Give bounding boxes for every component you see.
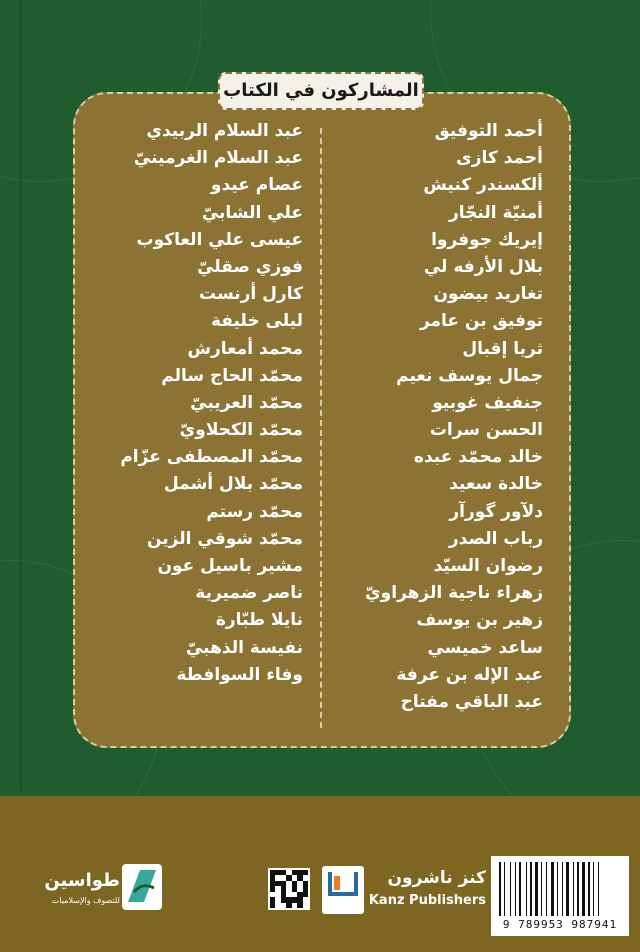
- contributor-name: محمّد شوقي الزين: [146, 528, 303, 549]
- publisher-name-arabic: كنز ناشرون: [387, 868, 486, 888]
- contributor-name: أحمد كازى: [456, 148, 543, 169]
- contributor-name: الحسن سرات: [429, 420, 543, 441]
- barcode-bar: [543, 862, 545, 916]
- isbn-barcode: [491, 856, 629, 936]
- contributor-name: عبد الباقي مفتاح: [400, 691, 543, 712]
- contributor-name: ناصر ضميرية: [195, 583, 303, 604]
- contributor-name: زهراء ناجية الزهراويّ: [365, 583, 543, 604]
- contributors-right-column: [343, 118, 543, 716]
- contributor-name: فوزي صقليّ: [197, 256, 303, 277]
- contributor-name: أمنيّة النجّار: [448, 202, 543, 223]
- kanz-logo-icon: [322, 866, 364, 914]
- barcode-bar: [533, 862, 534, 916]
- contributor-name: بلال الأرفه لي: [423, 256, 543, 277]
- contributor-name: عبد الإله بن عرفة: [396, 664, 543, 685]
- barcode-bar: [504, 862, 505, 916]
- barcode-bar: [510, 862, 511, 916]
- contributor-name: محمّد المصطفى عزّام: [120, 447, 303, 468]
- barcode-bar: [535, 862, 538, 916]
- contributor-name: محمّد الحاج سالم: [161, 365, 303, 386]
- contributor-name: نايلا طبّارة: [215, 610, 303, 631]
- contributor-name: عبد السلام الغرمينيّ: [133, 148, 303, 169]
- barcode-bar: [564, 862, 565, 916]
- barcode-bar: [566, 862, 569, 916]
- barcode-bar: [570, 862, 572, 916]
- contributor-name: عبد السلام الربيدي: [146, 121, 303, 141]
- barcode-bar: [573, 862, 574, 916]
- contributors-left-column: [83, 118, 303, 689]
- contributor-name: علي الشابيّ: [201, 202, 303, 223]
- partner-tagline: للتصوف والإسلاميات: [51, 896, 120, 905]
- contributor-name: محمّد الكحلاويّ: [179, 420, 303, 441]
- barcode-bar: [598, 862, 599, 916]
- barcode-bar: [515, 862, 516, 916]
- barcode-bar: [551, 862, 554, 916]
- contributor-name: ليلى خليفة: [210, 311, 303, 332]
- contributor-name: أحمد التوفيق: [434, 121, 543, 141]
- column-divider: [320, 128, 322, 728]
- contributor-name: مشير باسيل عون: [157, 556, 303, 576]
- kanz-logo-mark: [328, 872, 358, 896]
- contributor-name: كارل أرنست: [198, 284, 303, 305]
- barcode-bar: [595, 862, 597, 916]
- partner-name-arabic: طواسين: [44, 870, 120, 891]
- barcode-bar: [530, 862, 532, 916]
- barcode-bar: [526, 862, 527, 916]
- barcode-bar: [575, 862, 576, 916]
- barcode-bar: [580, 862, 581, 916]
- contributor-name: نفيسة الذهبيّ: [185, 637, 303, 658]
- contributor-name: رضوان السيّد: [433, 556, 543, 576]
- barcode-bar: [577, 862, 579, 916]
- contributor-name: محمّد بلال أشمل: [164, 474, 303, 495]
- contributor-name: جنفيف غوبيو: [432, 392, 543, 413]
- barcode-bar: [593, 862, 594, 916]
- barcode-bar: [562, 862, 563, 916]
- contributor-name: إيريك جوفروا: [431, 229, 543, 250]
- barcode-bar: [548, 862, 550, 916]
- barcode-bar: [541, 862, 542, 916]
- contributor-name: زهير بن يوسف: [416, 610, 543, 631]
- barcode-bars: [499, 862, 621, 916]
- contributor-name: عيسى علي العاكوب: [136, 229, 303, 250]
- barcode-bar: [591, 862, 592, 916]
- contributor-name: محمّد العريبيّ: [190, 392, 303, 413]
- barcode-bar: [519, 862, 521, 916]
- barcode-bar: [502, 862, 503, 916]
- contributor-name: ألكسندر كنيش: [423, 175, 543, 196]
- barcode-bar: [559, 862, 561, 916]
- contributor-name: جمال يوسف نعيم: [396, 365, 543, 386]
- barcode-bar: [582, 862, 585, 916]
- contributor-name: عصام عيدو: [210, 175, 303, 196]
- contributor-name: محمّد رستم: [206, 501, 303, 522]
- barcode-bar: [555, 862, 556, 916]
- barcode-bar: [522, 862, 525, 916]
- barcode-bar: [512, 862, 514, 916]
- qr-module: [303, 903, 308, 908]
- contributor-name: تغاريد بيضون: [433, 284, 543, 305]
- barcode-bar: [499, 862, 501, 916]
- qr-code: [268, 868, 310, 910]
- contributor-name: ساعد خميسي: [427, 637, 543, 658]
- barcode-bar: [600, 862, 603, 916]
- tawasin-logo-icon: [120, 862, 164, 912]
- contributor-name: ثريا إقبال: [462, 338, 543, 359]
- isbn-number: 9 789953 987941: [502, 918, 618, 931]
- contributor-name: محمد أمعارش: [187, 338, 303, 359]
- contributor-name: دلآور گورآر: [449, 501, 543, 522]
- barcode-bar: [557, 862, 558, 916]
- contributor-name: خالدة سعيد: [449, 474, 543, 495]
- barcode-bar: [506, 862, 509, 916]
- contributor-name: رباب الصدر: [448, 528, 543, 549]
- contributor-name: وفاء السوافطة: [176, 664, 303, 685]
- barcode-bar: [539, 862, 540, 916]
- barcode-bar: [546, 862, 547, 916]
- panel-title: المشاركون في الكتاب: [218, 72, 424, 110]
- barcode-bar: [517, 862, 518, 916]
- contributor-name: خالد محمّد عبده: [413, 447, 543, 468]
- kanz-logo-accent: [334, 876, 340, 890]
- barcode-bar: [528, 862, 529, 916]
- barcode-bar: [586, 862, 587, 916]
- barcode-bar: [588, 862, 590, 916]
- contributor-name: توفيق بن عامر: [419, 311, 543, 332]
- publisher-name-english: Kanz Publishers: [368, 893, 486, 908]
